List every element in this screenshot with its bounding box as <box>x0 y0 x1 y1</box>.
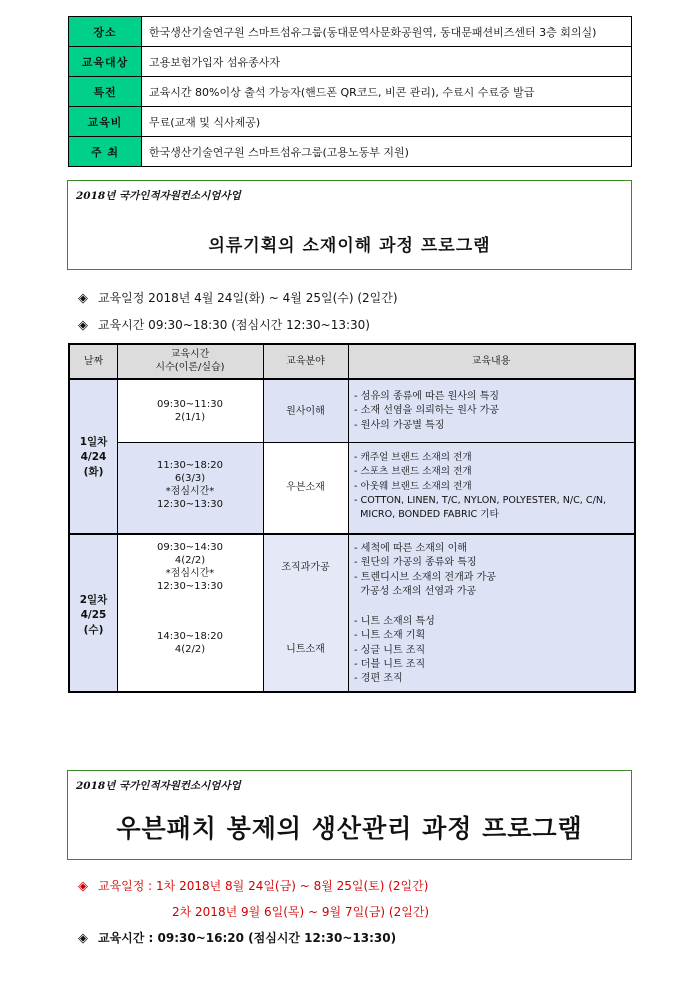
info-value: 한국생산기술연구원 스마트섬유그룹(동대문역사문화공원역, 동대문패션비즈센터 3층 회의실) <box>142 17 632 47</box>
day2-area-bg <box>263 533 348 691</box>
session-time: 14:30~18:20 4(2/2) <box>156 631 223 655</box>
session-content: - 세척에 따른 소재의 이해 - 원단의 가공의 종류와 특징 - 트렌디시브 소재의 전개과 가공 가공성 소재의 선염과 가공 <box>354 543 496 597</box>
row-divider <box>117 442 634 443</box>
row-divider <box>70 533 634 535</box>
schedule-table <box>68 343 636 693</box>
info-row <box>69 17 632 47</box>
program1-time-text: 교육시간 09:30~18:30 (점심시간 12:30~13:30) <box>98 318 370 332</box>
info-value: 무료(교재 및 식사제공) <box>142 107 632 137</box>
diamond-bullet-icon: ◈ <box>78 291 88 306</box>
info-label: 교육비 <box>69 107 142 137</box>
program2-date-text-2: 2차 2018년 9월 6일(목) ~ 9월 7일(금) (2일간) <box>172 905 430 919</box>
program1-date-line <box>78 289 398 306</box>
program2-date-line-1 <box>78 877 428 894</box>
session-content: - 섬유의 종류에 따른 원사의 특징 - 소재 선염을 의뢰하는 원사 가공 - 원사의 가공별 특징 <box>354 391 500 431</box>
program1-date-text: 교육일정 2018년 4월 24일(화) ~ 4월 25일(수) (2일간) <box>98 291 398 305</box>
session-area: 우븐소재 <box>286 482 325 493</box>
program1-title: 의류기획의 소재이해 과정 프로그램 <box>208 236 491 256</box>
header-date: 날짜 <box>83 356 104 367</box>
info-row <box>69 137 632 167</box>
program2-time-line <box>78 929 396 946</box>
session-area: 원사이해 <box>286 406 325 417</box>
program2-date-line-2 <box>172 903 429 920</box>
info-label: 주 최 <box>69 137 142 167</box>
session-content: - 캐주얼 브랜드 소재의 전개 - 스포츠 브랜드 소재의 전개 - 아웃웨 브랜드 소재의 전개 - COTTON, LINEN, T/C, NYLON, POLYESTER, N/C, C/N, MICRO, BONDED FABRIC 기타 <box>354 452 607 521</box>
info-label: 특전 <box>69 77 142 107</box>
header-time: 교육시간 시수(이론/실습) <box>155 349 225 373</box>
column-divider <box>348 345 349 691</box>
program2-time-text: 교육시간 : 09:30~16:20 (점심시간 12:30~13:30) <box>98 931 397 945</box>
diamond-bullet-icon: ◈ <box>78 318 88 333</box>
session-time: 09:30~14:30 4(2/2) *점심시간* 12:30~13:30 <box>156 542 223 592</box>
session-time: 09:30~11:30 2(1/1) <box>156 399 223 423</box>
program2-header-box <box>67 770 632 860</box>
column-divider <box>263 345 264 691</box>
info-value: 교육시간 80%이상 출석 가능자(핸드폰 QR코드, 비콘 관리), 수료시 수료증 발급 <box>142 77 632 107</box>
info-label: 교육대상 <box>69 47 142 77</box>
session-content: - 니트 소재의 특성 - 니트 소재 기획 - 싱글 니트 조직 - 더블 니트 조직 - 경편 조직 <box>354 616 435 685</box>
program1-subtitle: 2018년 국가인적자원컨소시엄사업 <box>76 190 241 202</box>
info-value: 한국생산기술연구원 스마트섬유그룹(고용노동부 지원) <box>142 137 632 167</box>
session-time: 11:30~18:20 6(3/3) *점심시간* 12:30~13:30 <box>156 460 223 510</box>
day2-label: 2일차 4/25 (수) <box>79 594 108 636</box>
program2-subtitle: 2018년 국가인적자원컨소시엄사업 <box>76 780 241 792</box>
info-row <box>69 107 632 137</box>
info-value: 고용보험가입자 섬유종사자 <box>142 47 632 77</box>
info-table <box>68 16 632 167</box>
header-area: 교육분야 <box>286 356 325 367</box>
program1-time-line <box>78 316 370 333</box>
day1-label: 1일차 4/24 (화) <box>79 436 108 478</box>
header-content: 교육내용 <box>471 356 511 367</box>
info-label: 장소 <box>69 17 142 47</box>
info-row <box>69 47 632 77</box>
session-area: 니트소재 <box>286 644 325 655</box>
diamond-bullet-icon: ◈ <box>78 931 88 946</box>
program1-header-box <box>67 180 632 270</box>
session-area: 조직과가공 <box>281 562 330 573</box>
program2-date-text-1: 교육일정 : 1차 2018년 8월 24일(금) ~ 8월 25일(토) (2일간) <box>98 879 429 893</box>
program2-title: 우븐패치 봉제의 생산관리 과정 프로그램 <box>116 814 583 843</box>
diamond-bullet-icon: ◈ <box>78 879 88 894</box>
info-row <box>69 77 632 107</box>
